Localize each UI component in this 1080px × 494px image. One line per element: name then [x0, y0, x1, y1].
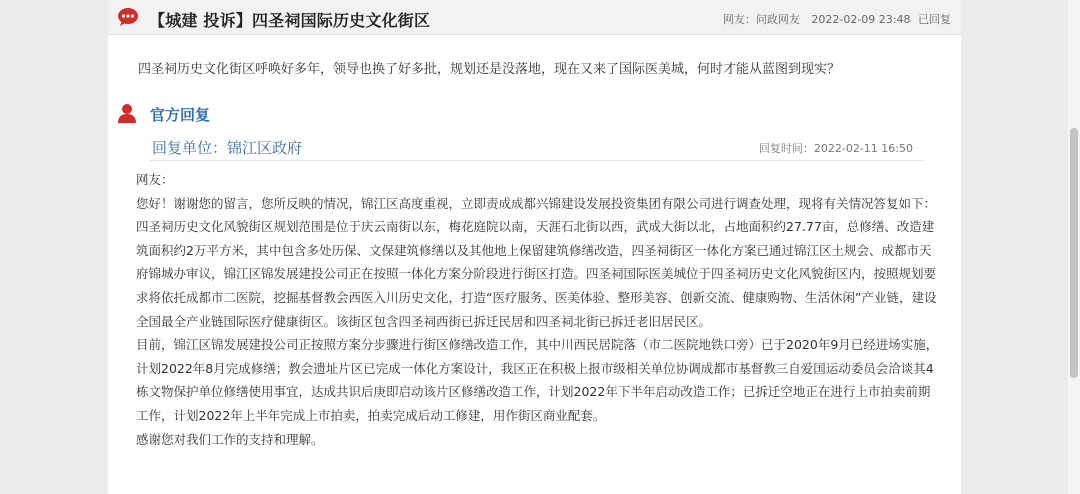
- post-meta: [719, 11, 951, 27]
- reply-paragraph: 您好！谢谢您的留言，您所反映的情况，锦江区高度重视，立即责成成都兴锦建设发展投资集团有限公司进行调查处理，现将有关情况答复如下：: [136, 195, 937, 211]
- post-datetime: 2022-02-09 23:48: [811, 13, 911, 26]
- reply-paragraph: 网友：: [136, 172, 174, 187]
- post-page: [108, 0, 961, 494]
- user-icon: [117, 103, 137, 123]
- page-scrollbar[interactable]: [1068, 0, 1080, 494]
- scrollbar-thumb[interactable]: [1070, 128, 1078, 378]
- reply-paragraph: 目前，锦江区锦发展建投公司正按照方案分步骤进行街区修缮改造工作，其中川西民居院落（市二医院地铁口旁）已于2020年9月已经进场实施，计划2022年8月完成修缮；教会遗址片区已完成一体化方案设计，我区正在积极上报市级相关单位协调成都市基督教三自爱国运动委员会洽谈其4栋文物保护单位修缮使用事宜，达成共识后庚即启动该片区修缮改造工作，计划2022年下半年启动改造工作；已拆迁空地正在进行上市拍卖前期工作，计划2022年上半年完成上市拍卖，拍卖完成后动工修建，用作街区商业配套。: [136, 337, 939, 423]
- post-title-bar: [108, 0, 961, 35]
- reply-time: 回复时间：2022-02-11 16:50: [758, 142, 913, 155]
- post-status: 已回复: [918, 13, 951, 26]
- post-title[interactable]: 【城建 投诉】四圣祠国际历史文化街区: [149, 11, 431, 30]
- reply-unit-bar: [150, 134, 923, 161]
- reply-content: [136, 168, 941, 451]
- official-reply-label: 官方回复: [150, 106, 211, 124]
- reply-paragraph: 感谢您对我们工作的支持和理解。: [136, 431, 324, 447]
- post-author: 网友：问政网友: [722, 13, 800, 26]
- reply-paragraph: 四圣祠历史文化风貌街区规划范围是位于庆云南街以东，梅花庭院以南，天涯石北街以西，武成大街以北，占地面积约27.77亩，总修缮、改造建筑面积约2万平方米，其中包含多处历保、文保建筑修缮以及其他地上保留建筑修缮改造，四圣祠街区一体化方案已通过锦江区土规会、成都市天府锦城办审议，锦江区锦发展建投公司正在按照一体化方案分阶段进行街区打造。四圣祠国际医美城位于四圣祠历史文化风貌街区内，按照规划要求将依托成都市二医院，挖掘基督教会西医入川历史文化，打造“医疗服务、医美体验、整形美容、创新交流、健康购物、生活休闲”产业链，建设全国最全产业链国际医疗健康街区。该街区包含四圣祠西街已拆迁民居和四圣祠北街已拆迁老旧居民区。: [136, 219, 937, 329]
- speech-bubble-icon: [117, 7, 139, 27]
- question-text: 四圣祠历史文化街区呼唤好多年，领导也换了好多批，规划还是没落地，现在又来了国际医美城，何时才能从蓝图到现实？: [138, 62, 841, 77]
- reply-unit: 回复单位：锦江区政府: [152, 139, 303, 157]
